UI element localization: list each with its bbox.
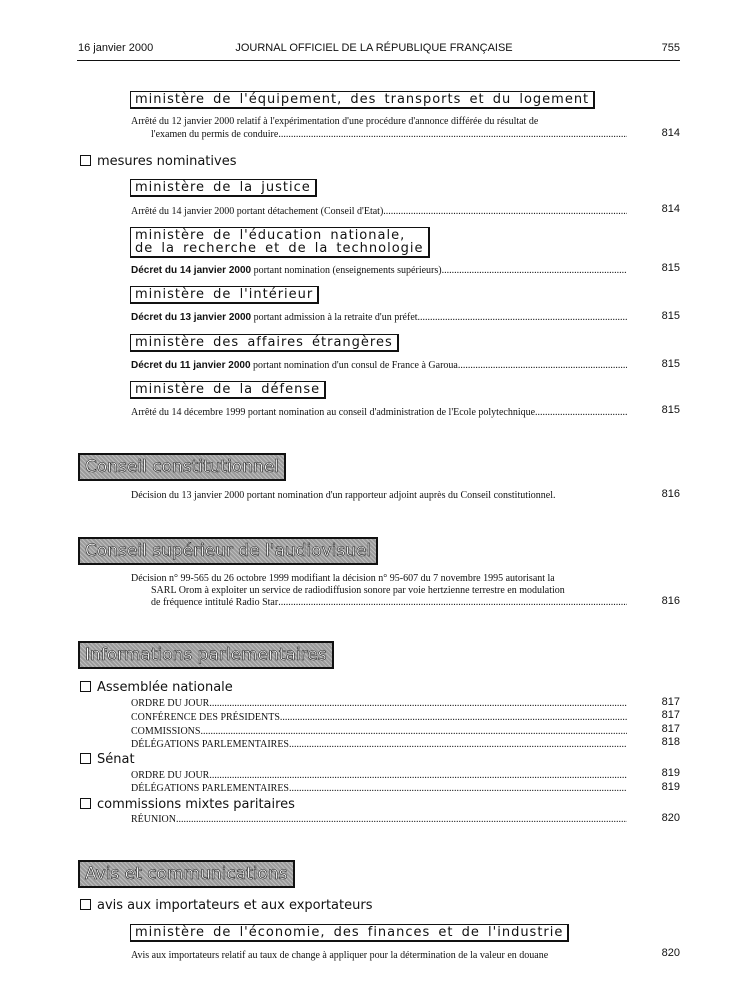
checkbox-square-icon bbox=[80, 753, 91, 764]
header-rule bbox=[77, 60, 680, 61]
ministry-education: ministère de l'éducation nationale, de la recherche et de la technologie bbox=[130, 227, 430, 258]
ministry-defense: ministère de la défense bbox=[130, 381, 326, 399]
ministry-affaires-etrangeres: ministère des affaires étrangères bbox=[130, 334, 399, 352]
entry-csa-line2: SARL Orom à exploiter un service de radiodiffusion sonore par voie hertzienne terrestre en modulation bbox=[151, 585, 565, 596]
section-senat: Sénat bbox=[80, 752, 135, 767]
page-ref: 817 bbox=[661, 723, 680, 735]
page-ref: 817 bbox=[661, 709, 680, 721]
toc-item: COMMISSIONS ..... bbox=[131, 725, 627, 738]
banner-avis-communications: Avis et communications bbox=[78, 860, 295, 888]
section-assemblee-nationale: Assemblée nationale bbox=[80, 680, 233, 695]
ministry-justice: ministère de la justice bbox=[130, 179, 317, 197]
ministry-equipement: ministère de l'équipement, des transports et du logement bbox=[130, 91, 595, 109]
entry-csa-line1: Décision n° 99-565 du 26 octobre 1999 modifiant la décision n° 95-607 du 7 novembre 1995 autorisant la bbox=[131, 573, 555, 584]
toc-item: CONFÉRENCE DES PRÉSIDENTS ..... bbox=[131, 711, 627, 724]
banner-informations-parlementaires: Informations parlementaires bbox=[78, 641, 334, 669]
entry-equipement-line2: l'examen du permis de conduire ..... bbox=[151, 128, 627, 141]
page-ref: 816 bbox=[661, 595, 680, 607]
page-ref: 814 bbox=[661, 203, 680, 215]
banner-conseil-constitutionnel: Conseil constitutionnel bbox=[78, 453, 286, 481]
page-ref: 819 bbox=[661, 767, 680, 779]
entry-education: Décret du 14 janvier 2000 portant nomination (enseignements supérieurs) ..... bbox=[131, 264, 627, 277]
checkbox-square-icon bbox=[80, 798, 91, 809]
page-ref: 815 bbox=[661, 262, 680, 274]
page-ref: 815 bbox=[661, 310, 680, 322]
toc-item: RÉUNION ..... bbox=[131, 813, 627, 826]
entry-equipement-line1: Arrêté du 12 janvier 2000 relatif à l'expérimentation d'une procédure d'annonce différée du résultat de bbox=[131, 116, 539, 127]
section-avis-importateurs: avis aux importateurs et aux exportateurs bbox=[80, 898, 372, 913]
checkbox-square-icon bbox=[80, 681, 91, 692]
entry-avis: Avis aux importateurs relatif au taux de change à appliquer pour la détermination de la valeur en douane bbox=[131, 950, 549, 961]
entry-interieur: Décret du 13 janvier 2000 portant admission à la retraite d'un préfet ..... bbox=[131, 311, 627, 324]
toc-item: ORDRE DU JOUR ..... bbox=[131, 697, 627, 710]
checkbox-square-icon bbox=[80, 155, 91, 166]
entry-conseil-constitutionnel: Décision du 13 janvier 2000 portant nomination d'un rapporteur adjoint auprès du Conseil constitutionnel. bbox=[131, 490, 556, 501]
page-ref: 814 bbox=[661, 127, 680, 139]
page-ref: 819 bbox=[661, 781, 680, 793]
entry-defense: Arrêté du 14 décembre 1999 portant nomination au conseil d'administration de l'Ecole polytechnique ..... bbox=[131, 406, 627, 419]
page-ref: 817 bbox=[661, 696, 680, 708]
entry-affaires-etrangeres: Décret du 11 janvier 2000 portant nomination d'un consul de France à Garoua ..... bbox=[131, 359, 627, 372]
page-ref: 820 bbox=[661, 812, 680, 824]
page-number: 755 bbox=[661, 42, 680, 54]
entry-csa-line3: de fréquence intitulé Radio Star ..... bbox=[151, 596, 627, 609]
journal-title: JOURNAL OFFICIEL DE LA RÉPUBLIQUE FRANÇAISE bbox=[235, 42, 513, 54]
page-ref: 820 bbox=[661, 947, 680, 959]
page-ref: 816 bbox=[661, 488, 680, 500]
banner-csa: Conseil supérieur de l'audiovisuel bbox=[78, 537, 378, 565]
ministry-interieur: ministère de l'intérieur bbox=[130, 286, 319, 304]
page-ref: 818 bbox=[661, 736, 680, 748]
checkbox-square-icon bbox=[80, 899, 91, 910]
toc-item: DÉLÉGATIONS PARLEMENTAIRES ..... bbox=[131, 782, 627, 795]
entry-justice: Arrêté du 14 janvier 2000 portant détachement (Conseil d'Etat) ..... bbox=[131, 205, 627, 218]
section-commissions-mixtes: commissions mixtes paritaires bbox=[80, 797, 295, 812]
section-mesures-nominatives: mesures nominatives bbox=[80, 154, 236, 169]
toc-item: ORDRE DU JOUR ..... bbox=[131, 769, 627, 782]
page-ref: 815 bbox=[661, 358, 680, 370]
toc-item: DÉLÉGATIONS PARLEMENTAIRES ..... bbox=[131, 738, 627, 751]
page-ref: 815 bbox=[661, 404, 680, 416]
ministry-economie: ministère de l'économie, des finances et de l'industrie bbox=[130, 924, 569, 942]
header-date: 16 janvier 2000 bbox=[78, 42, 154, 54]
